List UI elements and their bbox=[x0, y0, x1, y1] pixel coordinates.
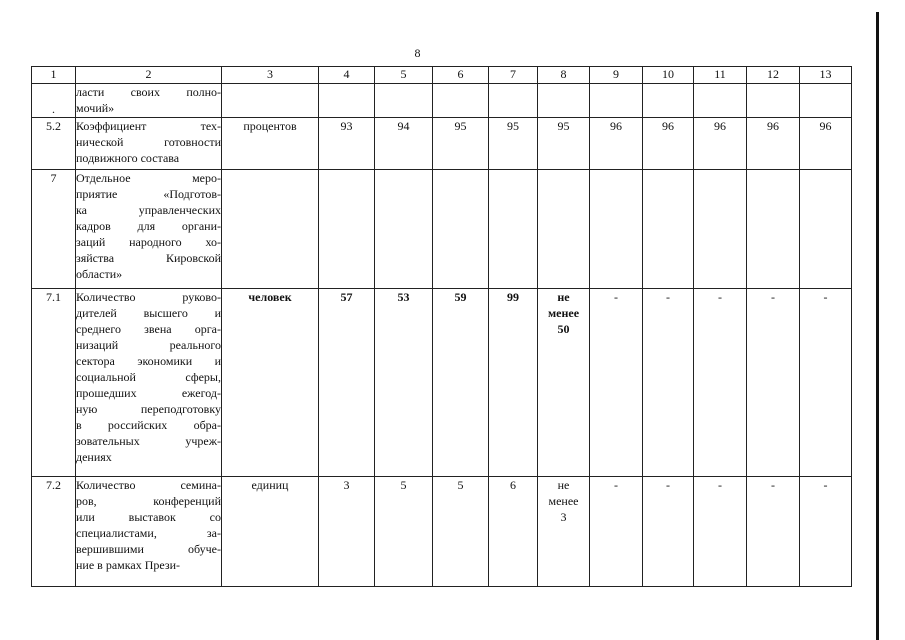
value-cell bbox=[800, 170, 852, 289]
value-cell bbox=[375, 84, 433, 118]
value-cell: 3 bbox=[319, 477, 375, 587]
header-cell: 8 bbox=[538, 67, 590, 84]
header-cell: 7 bbox=[489, 67, 538, 84]
value-cell bbox=[538, 170, 590, 289]
row-number: . bbox=[32, 84, 76, 118]
row-number: 7.1 bbox=[32, 289, 76, 477]
description-line: среднего звена орга- bbox=[76, 322, 221, 336]
description-line: Коэффициент тех- bbox=[76, 119, 221, 133]
header-row bbox=[32, 67, 852, 84]
unit-of-measure: процентов bbox=[222, 118, 319, 170]
value-cell: 95 bbox=[538, 118, 590, 170]
value-cell bbox=[433, 84, 489, 118]
row-number: 7.2 bbox=[32, 477, 76, 587]
description-line: зяйства Кировской bbox=[76, 251, 221, 265]
description-line: ную переподготовку bbox=[76, 402, 221, 416]
value-cell: - bbox=[643, 289, 694, 477]
value-cell: не менее 50 bbox=[538, 289, 590, 477]
value-cell: 96 bbox=[800, 118, 852, 170]
unit-of-measure: человек bbox=[222, 289, 319, 477]
description-line: дениях bbox=[76, 450, 112, 464]
description-line: ние в рамках Прези- bbox=[76, 558, 181, 572]
page-edge-line bbox=[876, 12, 879, 640]
description-line: Количество руково- bbox=[76, 290, 221, 304]
value-cell bbox=[538, 84, 590, 118]
value-cell: - bbox=[590, 477, 643, 587]
value-cell bbox=[590, 170, 643, 289]
description-line: ка управленческих bbox=[76, 203, 221, 217]
value-cell: 95 bbox=[489, 118, 538, 170]
unit-of-measure bbox=[222, 170, 319, 289]
value-cell: - bbox=[643, 477, 694, 587]
unit-of-measure: единиц bbox=[222, 477, 319, 587]
table-row bbox=[32, 84, 852, 118]
value-cell bbox=[489, 84, 538, 118]
description-line: нической готовности bbox=[76, 135, 221, 149]
value-cell: не менее 3 bbox=[538, 477, 590, 587]
value-cell: 95 bbox=[433, 118, 489, 170]
value-cell: 59 bbox=[433, 289, 489, 477]
table-row bbox=[32, 477, 852, 587]
value-cell: 6 bbox=[489, 477, 538, 587]
value-cell bbox=[747, 170, 800, 289]
value-cell: 94 bbox=[375, 118, 433, 170]
description-line: зовательных учреж- bbox=[76, 434, 221, 448]
description-line: заций народного хо- bbox=[76, 235, 221, 249]
description-line: социальной сферы, bbox=[76, 370, 221, 384]
description-line: Отдельное меро- bbox=[76, 171, 221, 185]
value-cell bbox=[694, 84, 747, 118]
value-cell bbox=[319, 84, 375, 118]
value-cell: - bbox=[800, 477, 852, 587]
value-cell: 57 bbox=[319, 289, 375, 477]
row-number: 5.2 bbox=[32, 118, 76, 170]
header-cell: 1 bbox=[32, 67, 76, 84]
table-row bbox=[32, 118, 852, 170]
header-cell: 2 bbox=[76, 67, 222, 84]
description-line: или выставок со bbox=[76, 510, 221, 524]
row-number: 7 bbox=[32, 170, 76, 289]
header-cell: 4 bbox=[319, 67, 375, 84]
value-cell: 96 bbox=[747, 118, 800, 170]
indicator-description bbox=[76, 84, 222, 118]
description-line: Количество семина- bbox=[76, 478, 221, 492]
description-line: области» bbox=[76, 267, 123, 281]
value-cell bbox=[590, 84, 643, 118]
header-cell: 5 bbox=[375, 67, 433, 84]
value-cell bbox=[643, 84, 694, 118]
description-line: подвижного состава bbox=[76, 151, 180, 165]
value-cell bbox=[643, 170, 694, 289]
table-row bbox=[32, 170, 852, 289]
description-line: приятие «Подготов- bbox=[76, 187, 221, 201]
indicator-description bbox=[76, 289, 222, 477]
value-cell bbox=[694, 170, 747, 289]
header-cell: 10 bbox=[643, 67, 694, 84]
description-line: низаций реального bbox=[76, 338, 221, 352]
description-line: дителей высшего и bbox=[76, 306, 221, 320]
header-cell: 3 bbox=[222, 67, 319, 84]
description-line: специалистами, за- bbox=[76, 526, 221, 540]
value-cell bbox=[319, 170, 375, 289]
value-cell: 5 bbox=[375, 477, 433, 587]
value-cell: - bbox=[590, 289, 643, 477]
header-cell: 12 bbox=[747, 67, 800, 84]
value-cell: 93 bbox=[319, 118, 375, 170]
indicator-description bbox=[76, 118, 222, 170]
value-cell: - bbox=[694, 289, 747, 477]
value-cell bbox=[800, 84, 852, 118]
value-cell: 96 bbox=[694, 118, 747, 170]
value-cell: 96 bbox=[590, 118, 643, 170]
value-cell bbox=[375, 170, 433, 289]
value-cell: - bbox=[694, 477, 747, 587]
header-cell: 9 bbox=[590, 67, 643, 84]
value-cell: - bbox=[800, 289, 852, 477]
value-cell: - bbox=[747, 289, 800, 477]
description-line: кадров для органи- bbox=[76, 219, 221, 233]
value-cell bbox=[433, 170, 489, 289]
indicator-description bbox=[76, 170, 222, 289]
value-cell bbox=[489, 170, 538, 289]
header-cell: 6 bbox=[433, 67, 489, 84]
description-line: вершившими обуче- bbox=[76, 542, 221, 556]
description-line: ров, конференций bbox=[76, 494, 221, 508]
table-row bbox=[32, 289, 852, 477]
value-cell bbox=[747, 84, 800, 118]
description-line: в российских обра- bbox=[76, 418, 221, 432]
header-cell: 13 bbox=[800, 67, 852, 84]
value-cell: - bbox=[747, 477, 800, 587]
page-number: 8 bbox=[414, 46, 421, 60]
unit-of-measure bbox=[222, 84, 319, 118]
description-line: сектора экономики и bbox=[76, 354, 221, 368]
indicator-description bbox=[76, 477, 222, 587]
value-cell: 53 bbox=[375, 289, 433, 477]
header-cell: 11 bbox=[694, 67, 747, 84]
description-line: мочий» bbox=[76, 101, 115, 115]
description-line: ласти своих полно- bbox=[76, 85, 221, 99]
value-cell: 99 bbox=[489, 289, 538, 477]
value-cell: 96 bbox=[643, 118, 694, 170]
description-line: прошедших ежегод- bbox=[76, 386, 221, 400]
indicator-table bbox=[31, 66, 852, 587]
value-cell: 5 bbox=[433, 477, 489, 587]
